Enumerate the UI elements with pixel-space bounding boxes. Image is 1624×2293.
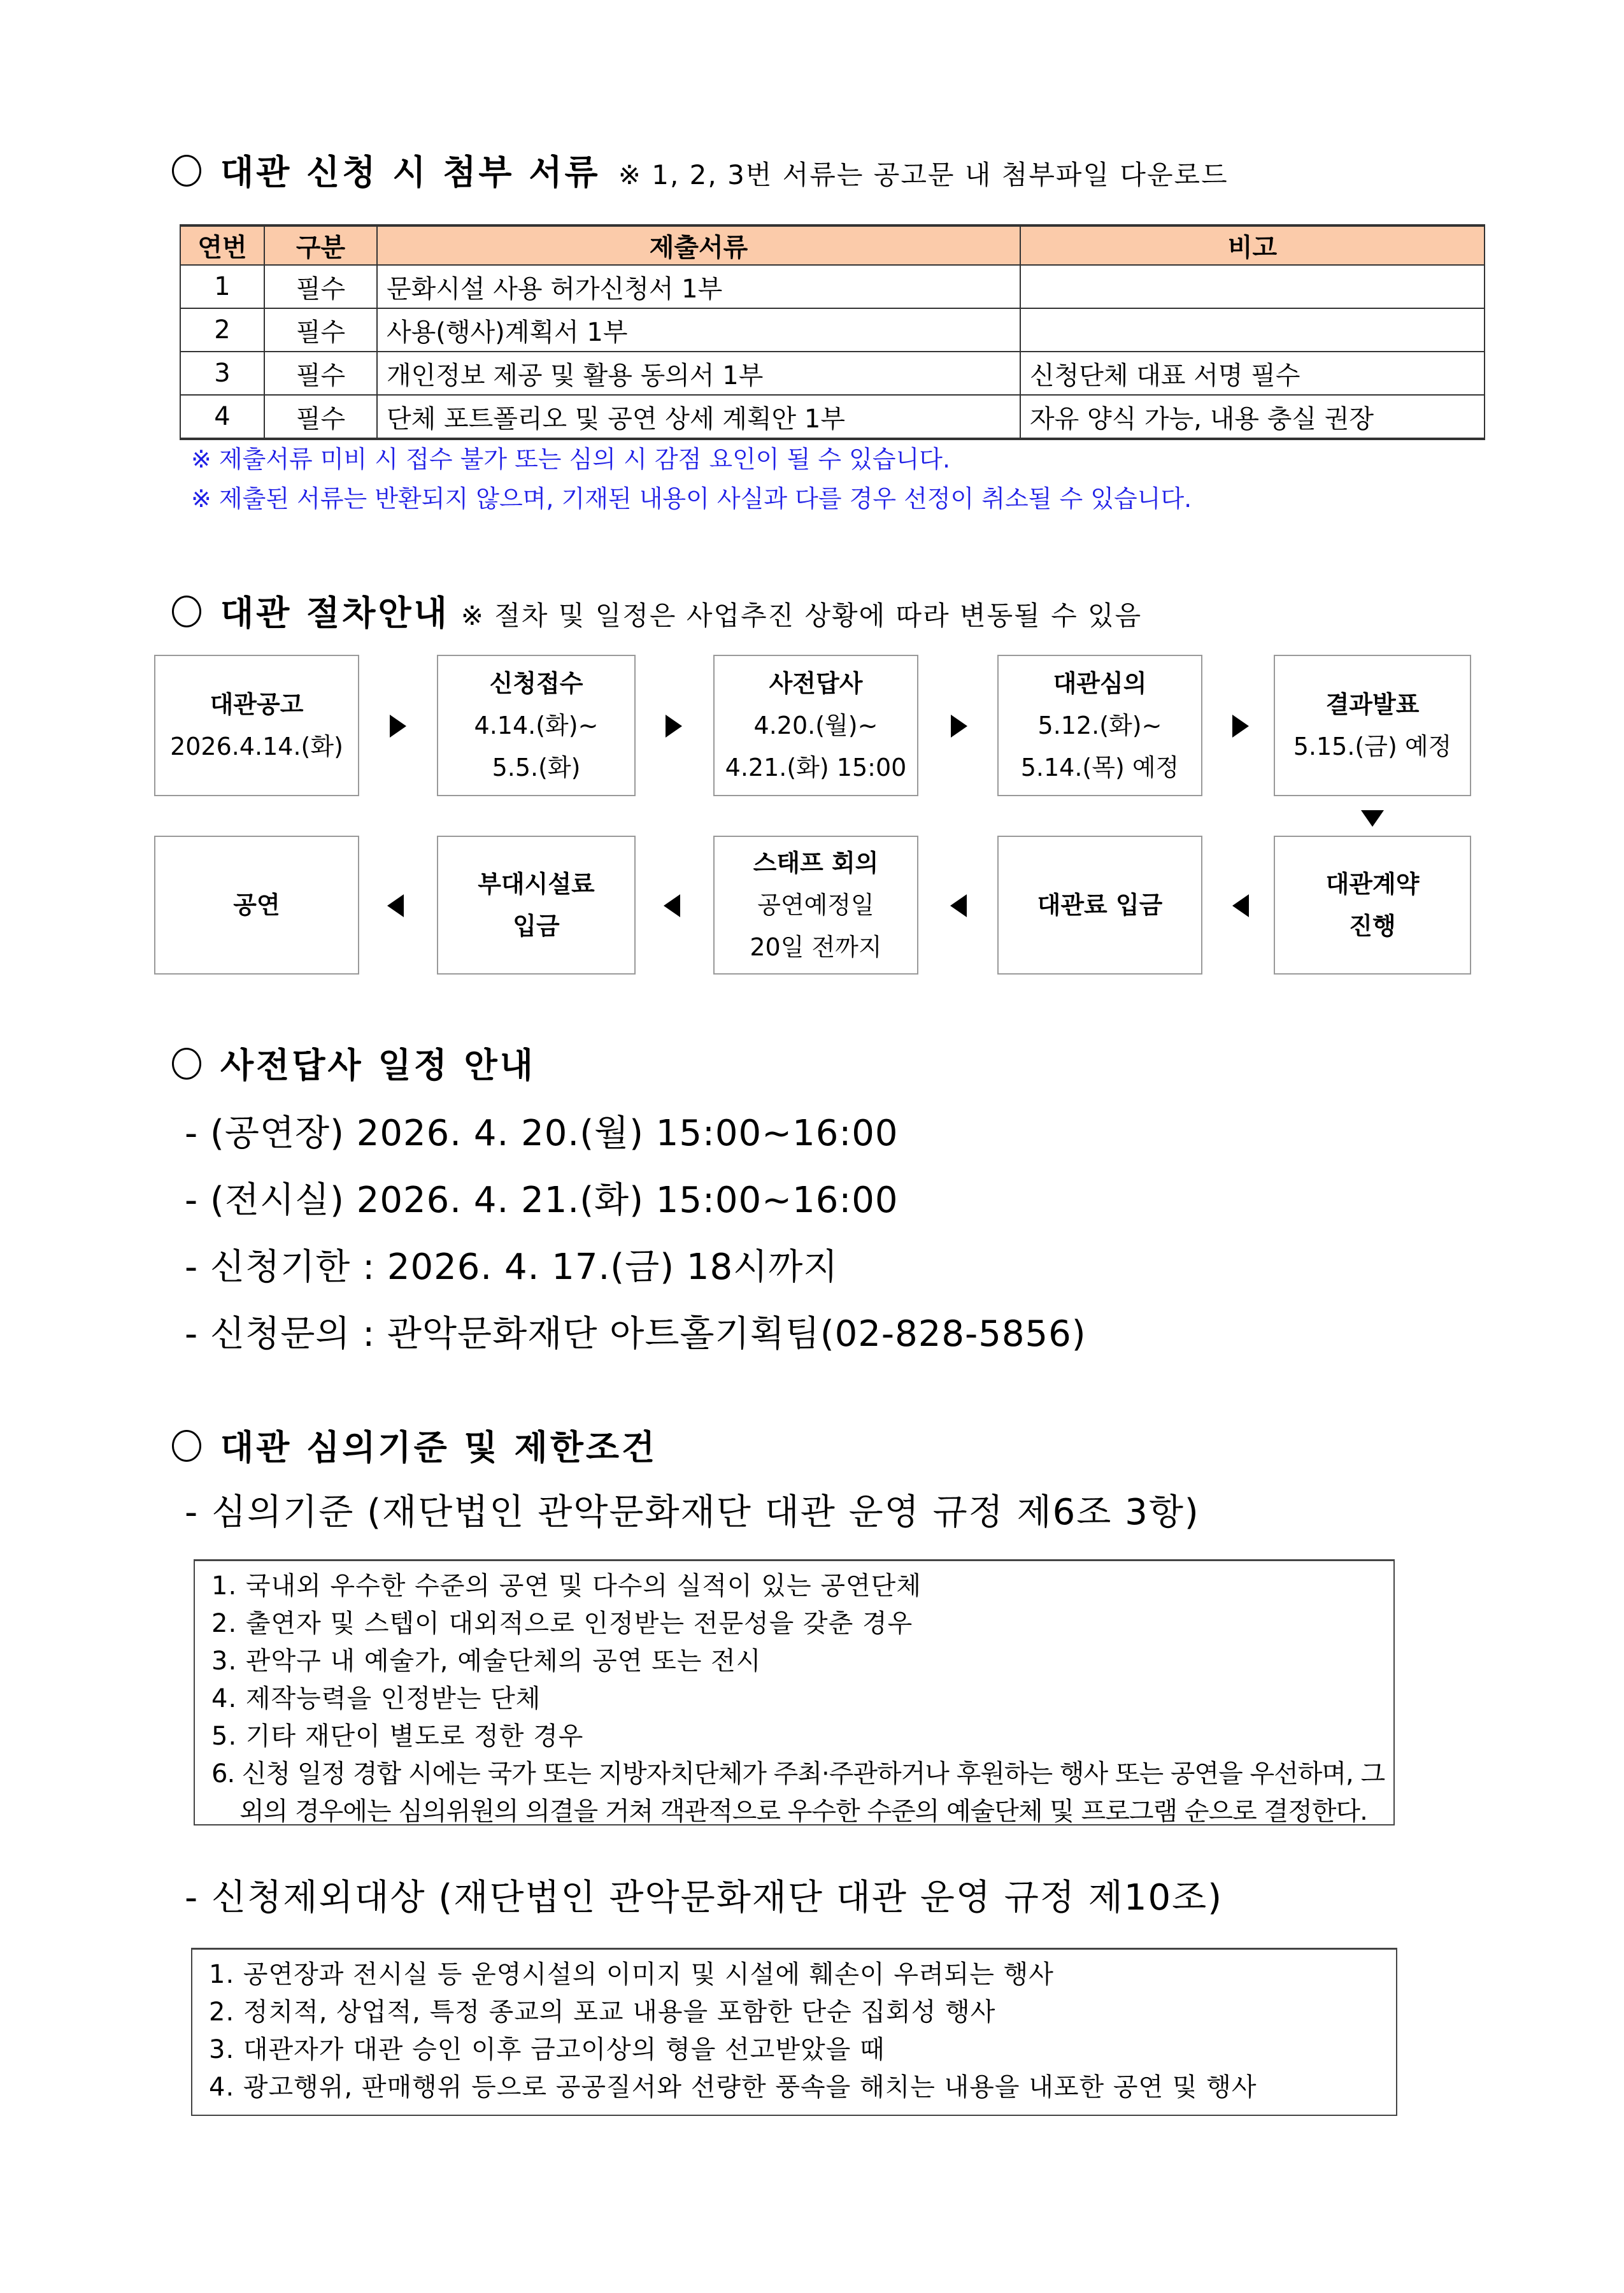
step-title: 공연 (233, 891, 280, 919)
col-header-document: 제출서류 (377, 225, 1020, 265)
arrow-right-icon (666, 715, 682, 738)
cell-type: 필수 (264, 265, 377, 308)
step-date: 4.14.(화)~ (474, 711, 599, 739)
cell-remarks: 신청단체 대표 서명 필수 (1020, 352, 1485, 395)
arrow-right-icon (390, 715, 406, 738)
arrow-right-icon (1232, 715, 1249, 738)
criteria-item-continued: 외의 경우에는 심의위원의 의결을 거쳐 객관적으로 우수한 수준의 예술단체 및 프로그램 순으로 결정한다. (239, 1797, 1367, 1826)
flow-step-rental-fee (997, 836, 1202, 975)
cell-type: 필수 (264, 352, 377, 395)
step-title: 대관심의 (1053, 669, 1147, 697)
flow-step-site-visit (713, 655, 918, 796)
section-title-text: 대관 신청 시 첨부 서류 (220, 152, 601, 192)
table-row (180, 265, 1485, 308)
criteria-item: 1. 국내외 우수한 수준의 공연 및 다수의 실적이 있는 공연단체 (211, 1571, 922, 1601)
arrow-left-icon (1232, 894, 1249, 917)
documents-table (180, 224, 1485, 440)
cell-no: 2 (180, 308, 264, 352)
step-title: 대관료 입금 (1037, 891, 1163, 919)
criteria-item: 6. 신청 일정 경합 시에는 국가 또는 지방자치단체가 주최·주관하거나 후원하는 행사 또는 공연을 우선하며, 그 (211, 1759, 1385, 1789)
exclusion-item: 1. 공연장과 전시실 등 운영시설의 이미지 및 시설에 훼손이 우려되는 행사 (209, 1960, 1054, 1989)
step-date: 4.20.(월)~ (753, 711, 878, 739)
flow-step-result (1274, 655, 1471, 796)
cell-type: 필수 (264, 308, 377, 352)
criteria-item: 3. 관악구 내 예술가, 예술단체의 공연 또는 전시 (211, 1647, 762, 1676)
exclusion-item: 2. 정치적, 상업적, 특정 종교의 포교 내용을 포함한 단순 집회성 행사 (209, 1997, 996, 2027)
col-header-no: 연번 (180, 225, 264, 265)
col-header-remarks: 비고 (1020, 225, 1485, 265)
flow-step-facility-fee (437, 836, 636, 975)
exclusion-heading: - 신청제외대상 (재단법인 관악문화재단 대관 운영 규정 제10조) (185, 1877, 1223, 1918)
cell-no: 4 (180, 395, 264, 439)
step-title: 사전답사 (769, 669, 863, 697)
circle-bullet-icon (172, 1048, 201, 1080)
flow-step-review (997, 655, 1202, 796)
section-note: ※ 1, 2, 3번 서류는 공고문 내 첨부파일 다운로드 (618, 159, 1229, 190)
cell-remarks (1020, 265, 1485, 308)
cell-document: 사용(행사)계획서 1부 (377, 308, 1020, 352)
circle-bullet-icon (172, 596, 201, 627)
step-title: 신청접수 (489, 669, 583, 697)
cell-document: 개인정보 제공 및 활용 동의서 1부 (377, 352, 1020, 395)
section-title-text: 대관 심의기준 및 제한조건 (220, 1427, 658, 1468)
table-row (180, 308, 1485, 352)
cell-type: 필수 (264, 395, 377, 439)
section-note: ※ 절차 및 일정은 사업추진 상황에 따라 변동될 수 있음 (460, 600, 1143, 631)
cell-document: 단체 포트폴리오 및 공연 상세 계획안 1부 (377, 395, 1020, 439)
schedule-item-contact: - 신청문의 : 관악문화재단 아트홀기획팀(02-828-5856) (185, 1313, 1086, 1355)
step-date: 5.5.(화) (492, 754, 581, 782)
criteria-heading: - 심의기준 (재단법인 관악문화재단 대관 운영 규정 제6조 3항) (185, 1492, 1200, 1533)
section-title-procedure (172, 586, 1142, 635)
notice-documents-not-returned: ※ 제출된 서류는 반환되지 않으며, 기재된 내용이 사실과 다를 경우 선정이 취소될 수 있습니다. (191, 485, 1192, 513)
flow-step-staff-meeting (713, 836, 918, 975)
section-title-site-visit (172, 1038, 536, 1087)
step-detail: 공연예정일 (757, 891, 874, 919)
step-date: 5.15.(금) 예정 (1293, 732, 1452, 761)
cell-remarks (1020, 308, 1485, 352)
arrow-down-icon (1361, 810, 1384, 827)
step-title: 부대시설료 (478, 870, 595, 898)
step-detail: 20일 전까지 (750, 933, 882, 961)
section-title-text: 대관 절차안내 (220, 593, 450, 633)
criteria-box (194, 1559, 1395, 1825)
cell-remarks: 자유 양식 가능, 내용 충실 권장 (1020, 395, 1485, 439)
schedule-item-gallery: - (전시실) 2026. 4. 21.(화) 15:00~16:00 (185, 1180, 899, 1221)
step-date: 2026.4.14.(화) (170, 732, 343, 761)
flow-step-application (437, 655, 636, 796)
arrow-right-icon (951, 715, 967, 738)
criteria-item: 2. 출연자 및 스텝이 대외적으로 인정받는 전문성을 갖춘 경우 (211, 1609, 913, 1638)
table-row (180, 352, 1485, 395)
flow-step-contract (1274, 836, 1471, 975)
arrow-left-icon (664, 894, 680, 917)
table-row (180, 395, 1485, 439)
schedule-item-theater: - (공연장) 2026. 4. 20.(월) 15:00~16:00 (185, 1113, 899, 1154)
exclusion-item: 3. 대관자가 대관 승인 이후 금고이상의 형을 선고받았을 때 (209, 2035, 885, 2064)
circle-bullet-icon (172, 1430, 201, 1462)
table-header-row (180, 225, 1485, 265)
schedule-item-deadline: - 신청기한 : 2026. 4. 17.(금) 18시까지 (185, 1247, 839, 1288)
section-title-text: 사전답사 일정 안내 (220, 1045, 536, 1085)
step-date: 5.14.(목) 예정 (1020, 754, 1179, 782)
cell-no: 1 (180, 265, 264, 308)
section-title-attachments (172, 145, 1229, 194)
step-title: 진행 (1349, 912, 1396, 940)
step-date: 5.12.(화)~ (1037, 711, 1162, 739)
step-title: 입금 (513, 912, 560, 940)
cell-no: 3 (180, 352, 264, 395)
criteria-item: 4. 제작능력을 인정받는 단체 (211, 1684, 541, 1713)
section-title-criteria (172, 1420, 657, 1469)
circle-bullet-icon (172, 155, 201, 187)
step-title: 결과발표 (1325, 690, 1420, 718)
step-title: 스태프 회의 (753, 849, 879, 877)
arrow-left-icon (387, 894, 404, 917)
cell-document: 문화시설 사용 허가신청서 1부 (377, 265, 1020, 308)
step-date: 4.21.(화) 15:00 (725, 754, 907, 782)
notice-incomplete-documents: ※ 제출서류 미비 시 접수 불가 또는 심의 시 감점 요인이 될 수 있습니다. (191, 445, 951, 473)
criteria-item: 5. 기타 재단이 별도로 정한 경우 (211, 1722, 584, 1751)
exclusion-box (191, 1948, 1397, 2116)
step-title: 대관공고 (210, 690, 304, 718)
exclusion-item: 4. 광고행위, 판매행위 등으로 공공질서와 선량한 풍속을 해치는 내용을 내포한 공연 및 행사 (209, 2073, 1257, 2102)
flow-step-performance (154, 836, 359, 975)
arrow-left-icon (950, 894, 967, 917)
col-header-type: 구분 (264, 225, 377, 265)
flow-step-announcement (154, 655, 359, 796)
step-title: 대관계약 (1325, 870, 1420, 898)
